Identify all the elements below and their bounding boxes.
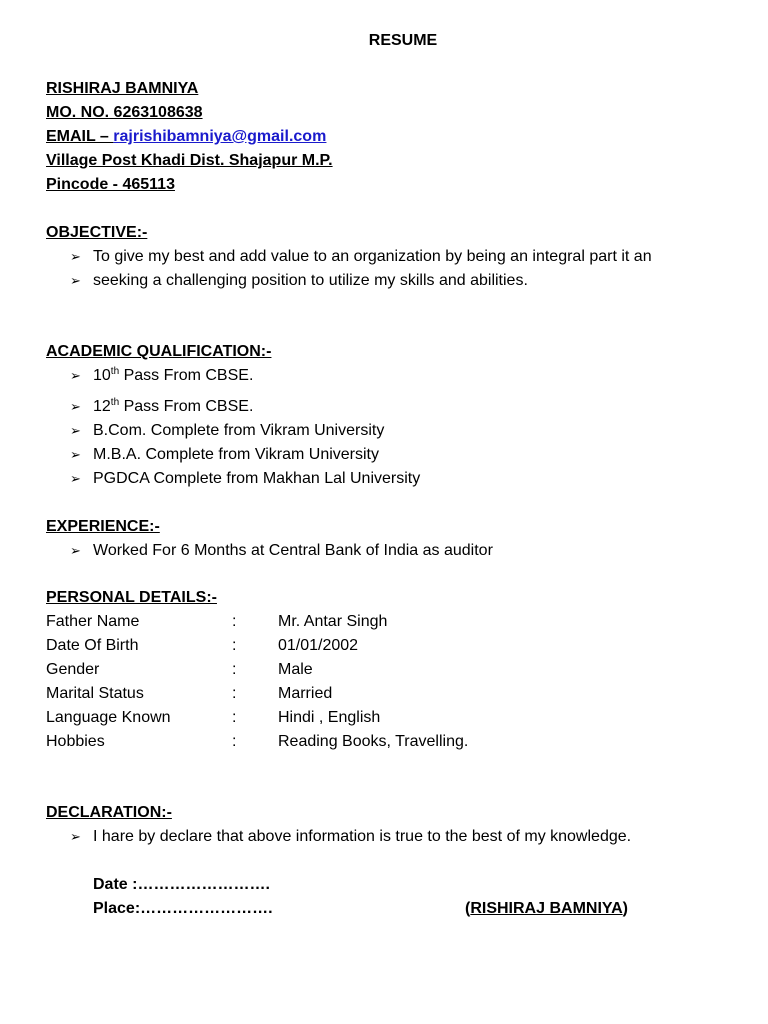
- detail-row-language-known: [46, 706, 646, 730]
- arrow-bullet-icon: ➢: [70, 447, 81, 462]
- experience-section: [46, 515, 493, 563]
- detail-label: Gender: [46, 661, 100, 678]
- declaration-section: [46, 801, 631, 849]
- contact-block: [46, 77, 333, 197]
- detail-label: Date Of Birth: [46, 637, 139, 654]
- list-item: [46, 245, 652, 269]
- list-item-text: Worked For 6 Months at Central Bank of India as auditor: [93, 542, 493, 559]
- list-item-text: 10th Pass From CBSE.: [93, 366, 254, 384]
- list-item-text: seeking a challenging position to utilize my skills and abilities.: [93, 272, 528, 289]
- declaration-text: I hare by declare that above information is true to the best of my knowledge.: [93, 828, 632, 845]
- personal-heading: PERSONAL DETAILS:-: [46, 589, 217, 606]
- mobile-number: MO. NO. 6263108638: [46, 104, 203, 121]
- place-line: Place:…………………….: [93, 900, 273, 917]
- detail-row-marital-status: [46, 682, 646, 706]
- arrow-bullet-icon: ➢: [70, 399, 81, 414]
- signature: [465, 897, 628, 921]
- list-item-text: 12th Pass From CBSE.: [93, 397, 254, 415]
- detail-label: Father Name: [46, 613, 140, 630]
- signature-name: RISHIRAJ BAMNIYA: [470, 900, 623, 917]
- arrow-bullet-icon: ➢: [70, 273, 81, 288]
- date-line: Date :…………………….: [93, 876, 270, 893]
- list-item: [46, 395, 420, 419]
- email-label: EMAIL –: [46, 128, 114, 145]
- email-link[interactable]: rajrishibamniya@gmail.com: [113, 128, 327, 145]
- detail-value: Reading Books, Travelling.: [278, 733, 469, 750]
- address-line: Village Post Khadi Dist. Shajapur M.P.: [46, 152, 333, 169]
- page-title: RESUME: [368, 32, 438, 49]
- email-line: [46, 125, 333, 149]
- detail-separator: :: [232, 613, 237, 630]
- list-item: [46, 443, 420, 467]
- detail-value: Male: [278, 661, 313, 678]
- list-item: [46, 825, 631, 849]
- signature-close-paren: ): [622, 900, 628, 917]
- detail-row-hobbies: [46, 730, 646, 754]
- detail-label: Language Known: [46, 709, 171, 726]
- academic-heading: ACADEMIC QUALIFICATION:-: [46, 343, 272, 360]
- detail-row-father-name: [46, 610, 646, 634]
- list-item: [46, 269, 652, 293]
- detail-separator: :: [232, 709, 237, 726]
- detail-separator: :: [232, 661, 237, 678]
- declaration-heading: DECLARATION:-: [46, 804, 172, 821]
- list-item-text: B.Com. Complete from Vikram University: [93, 422, 385, 439]
- list-item: [46, 364, 420, 395]
- arrow-bullet-icon: ➢: [70, 829, 81, 844]
- objective-section: [46, 221, 652, 293]
- detail-separator: :: [232, 733, 237, 750]
- list-item: [46, 467, 420, 491]
- detail-separator: :: [232, 685, 237, 702]
- detail-label: Marital Status: [46, 685, 144, 702]
- detail-row-gender: [46, 658, 646, 682]
- detail-value: Mr. Antar Singh: [278, 613, 388, 630]
- list-item-text: To give my best and add value to an organization by being an integral part it an: [93, 248, 652, 265]
- arrow-bullet-icon: ➢: [70, 543, 81, 558]
- personal-section: [46, 586, 646, 754]
- objective-heading: OBJECTIVE:-: [46, 224, 148, 241]
- list-item-text: PGDCA Complete from Makhan Lal University: [93, 470, 421, 487]
- list-item: [46, 539, 493, 563]
- detail-separator: :: [232, 637, 237, 654]
- list-item: [46, 419, 420, 443]
- experience-heading: EXPERIENCE:-: [46, 518, 160, 535]
- arrow-bullet-icon: ➢: [70, 368, 81, 383]
- detail-label: Hobbies: [46, 733, 105, 750]
- detail-value: Hindi , English: [278, 709, 381, 726]
- detail-value: Married: [278, 685, 333, 702]
- signature-open-paren: (: [465, 900, 471, 917]
- pincode-line: Pincode - 465113: [46, 176, 175, 193]
- detail-row-date-of-birth: [46, 634, 646, 658]
- applicant-name: RISHIRAJ BAMNIYA: [46, 80, 199, 97]
- arrow-bullet-icon: ➢: [70, 249, 81, 264]
- arrow-bullet-icon: ➢: [70, 423, 81, 438]
- arrow-bullet-icon: ➢: [70, 471, 81, 486]
- detail-value: 01/01/2002: [278, 637, 359, 654]
- academic-section: [46, 340, 420, 491]
- list-item-text: M.B.A. Complete from Vikram University: [93, 446, 379, 463]
